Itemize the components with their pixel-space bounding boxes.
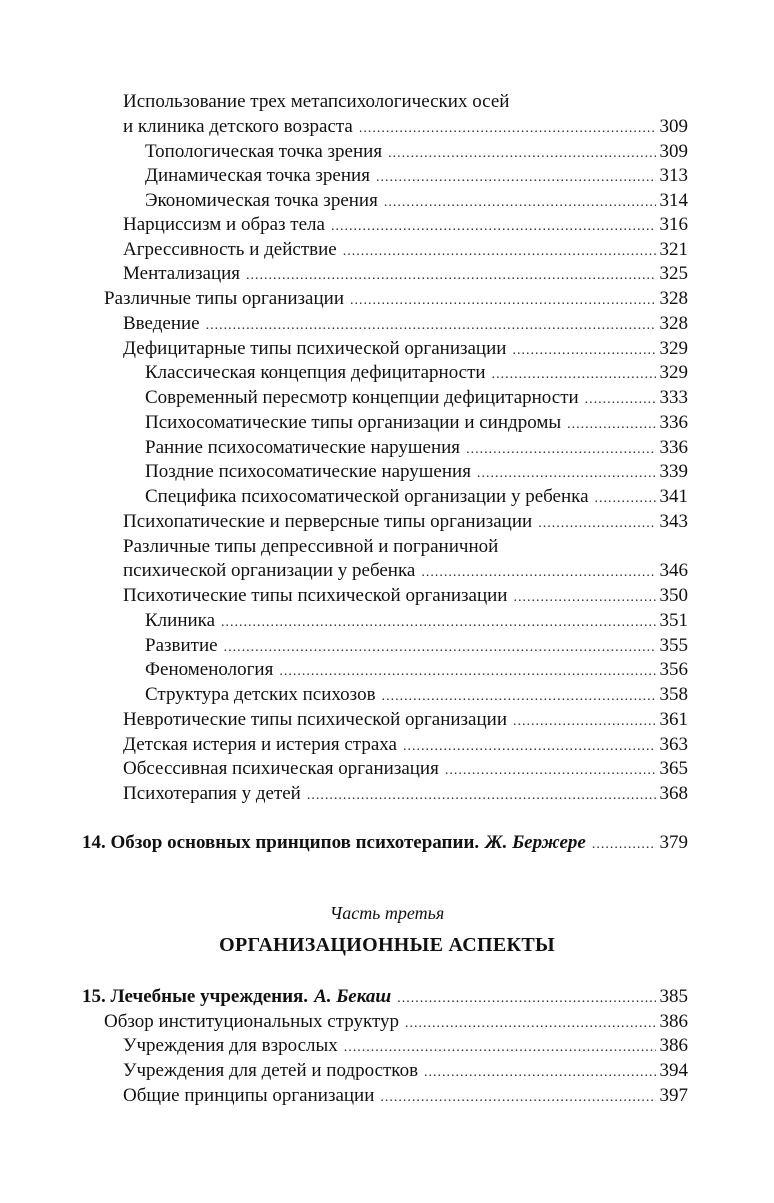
toc-page-number: 339: [659, 461, 688, 482]
toc-page-number: 385: [659, 986, 688, 1007]
toc-page-number: 328: [659, 288, 688, 309]
toc-page-number: 321: [659, 239, 688, 260]
toc-entry[interactable]: [123, 238, 688, 264]
toc-entry-title: Феноменология: [145, 659, 274, 680]
toc-leader: [567, 413, 655, 437]
toc-page-number: 329: [659, 362, 688, 383]
toc-leader: [343, 240, 656, 264]
toc-entry-title: Психопатические и перверсные типы организации: [123, 511, 533, 532]
toc-leader: [359, 117, 656, 141]
toc-entry-title: Учреждения для детей и подростков: [123, 1060, 419, 1081]
toc-leader: [382, 685, 656, 709]
toc-entry-title: Топологическая точка зрения: [145, 141, 383, 162]
toc-entry[interactable]: [145, 609, 688, 635]
toc-leader: [344, 1036, 656, 1060]
toc-entry-title: Обсессивная психическая организация: [123, 758, 439, 779]
toc-entry[interactable]: [123, 584, 688, 610]
toc-entry-title: психической организации у ребенка: [123, 560, 416, 581]
toc-leader: [513, 586, 655, 610]
toc-entry-title: Психотические типы психической организации: [123, 585, 508, 606]
toc-page-number: 333: [659, 387, 688, 408]
toc-entry-title: Динамическая точка зрения: [145, 165, 370, 186]
toc-entry-title: Различные типы организации: [104, 288, 344, 309]
chapter-title: 15. Лечебные учреждения.: [82, 986, 309, 1007]
toc-leader: [221, 611, 655, 635]
toc-entry[interactable]: [123, 337, 688, 363]
toc-entry[interactable]: [123, 559, 688, 585]
toc-page-number: 363: [659, 734, 688, 755]
toc-page-number: 314: [659, 190, 688, 211]
toc-page-number: 350: [659, 585, 688, 606]
toc-page-number: 361: [659, 709, 688, 730]
toc-leader: [279, 660, 655, 684]
chapter-author: Ж. Бержере: [485, 832, 586, 853]
toc-entry-title: Невротические типы психической организации: [123, 709, 507, 730]
toc-entry-title: Психосоматические типы организации и синдромы: [145, 412, 562, 433]
toc-entry[interactable]: [123, 782, 688, 808]
toc-entry-title: Современный пересмотр концепции дефицитарности: [145, 387, 579, 408]
toc-leader: [445, 759, 656, 783]
toc-entry[interactable]: [123, 708, 688, 734]
toc-entry-heading: [123, 90, 509, 114]
toc-page-number: 309: [659, 141, 688, 162]
toc-entry-heading: [123, 535, 498, 559]
toc-entry[interactable]: [104, 1010, 688, 1036]
toc-entry[interactable]: [145, 164, 688, 190]
toc-leader: [513, 710, 656, 734]
toc-leader: [477, 462, 656, 486]
toc-entry-title: Классическая концепция дефицитарности: [145, 362, 486, 383]
chapter-author: А. Бекаш: [314, 986, 392, 1007]
toc-page-number: 329: [659, 338, 688, 359]
chapter-title: 14. Обзор основных принципов психотерапии.: [82, 832, 480, 853]
toc-leader: [403, 735, 656, 759]
toc-entry[interactable]: [145, 189, 688, 215]
toc-entry[interactable]: [145, 361, 688, 387]
toc-entry-title: Структура детских психозов: [145, 684, 376, 705]
toc-leader: [246, 264, 655, 288]
toc-entry[interactable]: [145, 386, 688, 412]
toc-entry[interactable]: [145, 634, 688, 660]
toc-page-number: 394: [659, 1060, 688, 1081]
toc-entry-title: Детская истерия и истерия страха: [123, 734, 397, 755]
toc-leader: [538, 512, 655, 536]
toc-leader: [585, 388, 656, 412]
toc-chapter-14[interactable]: [82, 831, 688, 857]
toc-entry-title: Использование трех метапсихологических осей: [123, 91, 510, 112]
toc-leader: [376, 166, 656, 190]
toc-page-number: 397: [659, 1085, 688, 1106]
toc-entry[interactable]: [123, 1059, 688, 1085]
toc-page-number: 336: [659, 412, 688, 433]
toc-entry-title: Ранние психосоматические нарушения: [145, 437, 461, 458]
part-label: Часть третья: [329, 903, 445, 923]
toc-page-number: 309: [659, 116, 688, 137]
toc-chapter-15[interactable]: [82, 985, 688, 1011]
toc-leader: [512, 339, 655, 363]
toc-page-number: 341: [659, 486, 688, 507]
toc-page-number: 328: [659, 313, 688, 334]
toc-entry-title: Психотерапия у детей: [123, 783, 301, 804]
toc-entry[interactable]: [145, 658, 688, 684]
toc-entry[interactable]: [123, 213, 688, 239]
toc-entry-title: Различные типы депрессивной и пограничной: [123, 536, 499, 557]
toc-page-number: 336: [659, 437, 688, 458]
toc-page-number: 351: [659, 610, 688, 631]
toc-entry[interactable]: [104, 287, 688, 313]
toc-leader: [405, 1012, 655, 1036]
toc-leader: [307, 784, 656, 808]
toc-entry[interactable]: [123, 115, 688, 141]
toc-page-number: 343: [659, 511, 688, 532]
toc-page-number: 325: [659, 263, 688, 284]
toc-leader: [380, 1086, 655, 1110]
part-title: ОРГАНИЗАЦИОННЫЕ АСПЕКТЫ: [219, 934, 555, 956]
toc-leader: [397, 987, 655, 1011]
toc-leader: [592, 833, 656, 857]
toc-entry[interactable]: [123, 1084, 688, 1110]
toc-entry-title: и клиника детского возраста: [123, 116, 353, 137]
toc-entry[interactable]: [123, 312, 688, 338]
toc-page-number: 356: [659, 659, 688, 680]
toc-leader: [421, 561, 655, 585]
toc-page-number: 386: [659, 1011, 688, 1032]
toc-entry-title: Поздние психосоматические нарушения: [145, 461, 471, 482]
toc-entry-title: Учреждения для взрослых: [123, 1035, 338, 1056]
toc-leader: [206, 314, 656, 338]
toc-entry-title: Дефицитарные типы психической организации: [123, 338, 507, 359]
toc-leader: [388, 142, 655, 166]
toc-entry[interactable]: [145, 140, 688, 166]
toc-page-number: 358: [659, 684, 688, 705]
toc-leader: [331, 215, 656, 239]
toc-page-number: 313: [659, 165, 688, 186]
toc-page-number: 346: [659, 560, 688, 581]
toc-page-number: 379: [659, 832, 688, 853]
toc-entry-title: Экономическая точка зрения: [145, 190, 378, 211]
toc-entry-title: Специфика психосоматической организации у ребенка: [145, 486, 589, 507]
toc-entry-title: Нарциссизм и образ тела: [123, 214, 325, 235]
toc-page-number: 355: [659, 635, 688, 656]
toc-leader: [466, 438, 655, 462]
toc-page-number: 368: [659, 783, 688, 804]
toc-entry-title: Обзор институциональных структур: [104, 1011, 400, 1032]
toc-leader: [224, 636, 656, 660]
toc-leader: [595, 487, 656, 511]
toc-entry-title: Клиника: [145, 610, 216, 631]
toc-leader: [492, 363, 656, 387]
toc-leader: [424, 1061, 655, 1085]
toc-entry-title: Ментализация: [123, 263, 241, 284]
toc-entry[interactable]: [145, 460, 688, 486]
toc-entry[interactable]: [145, 411, 688, 437]
toc-entry-title: Общие принципы организации: [123, 1085, 375, 1106]
toc-entry[interactable]: [145, 436, 688, 462]
toc-entry-title: Введение: [123, 313, 200, 334]
toc-entry[interactable]: [145, 485, 688, 511]
toc-entry[interactable]: [123, 1034, 688, 1060]
toc-page-number: 386: [659, 1035, 688, 1056]
toc-entry[interactable]: [145, 683, 688, 709]
toc-entry[interactable]: [123, 733, 688, 759]
toc-entry[interactable]: [123, 510, 688, 536]
toc-page-number: 365: [659, 758, 688, 779]
toc-entry-title: Агрессивность и действие: [123, 239, 337, 260]
toc-leader: [350, 289, 656, 313]
toc-page-number: 316: [659, 214, 688, 235]
toc-entry-title: Развитие: [145, 635, 218, 656]
toc-entry[interactable]: [123, 757, 688, 783]
toc-entry[interactable]: [123, 262, 688, 288]
toc-leader: [384, 191, 656, 215]
